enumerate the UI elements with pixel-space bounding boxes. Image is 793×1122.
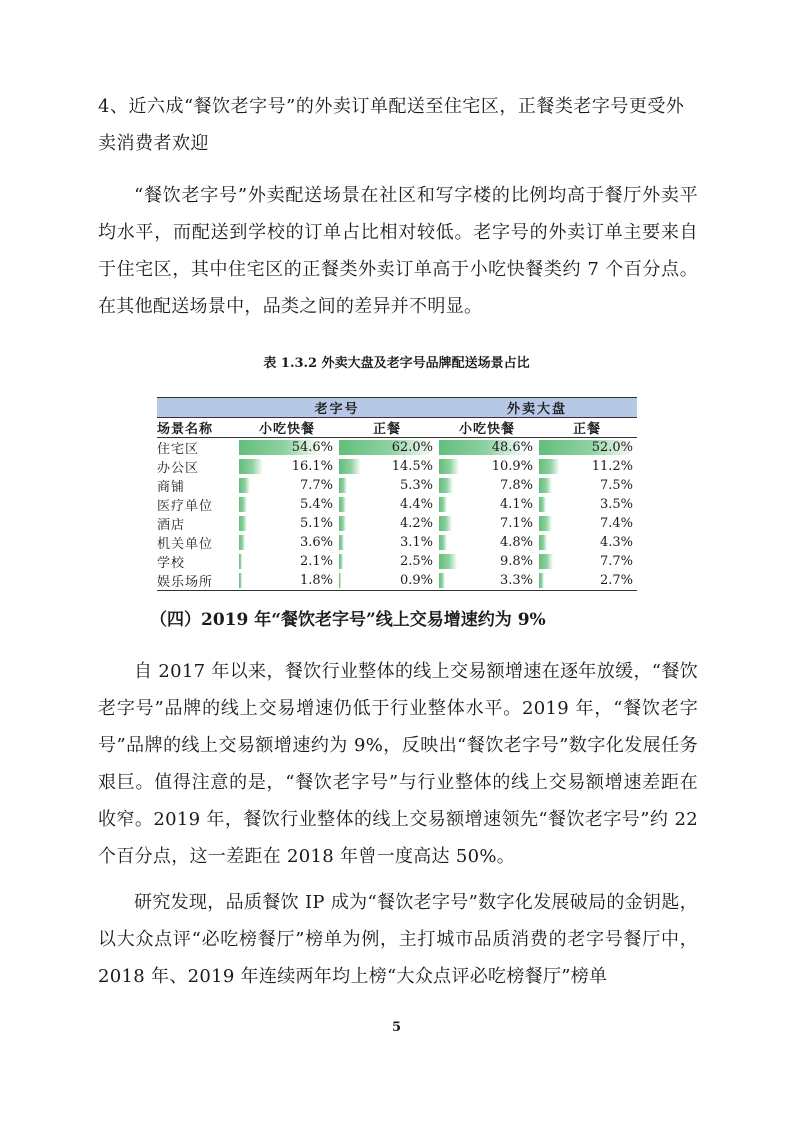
row-value: 3.1% <box>399 535 434 550</box>
group-header-laozihao: 老字号 <box>237 398 437 418</box>
row-value-cell <box>237 476 337 495</box>
row-value-cell <box>237 533 337 552</box>
row-value-cell <box>337 571 437 591</box>
row-scene-name: 娱乐场所 <box>157 571 237 591</box>
data-bar <box>439 535 447 550</box>
row-value: 7.8% <box>499 478 534 493</box>
row-value: 7.5% <box>600 478 634 493</box>
row-value: 5.3% <box>399 478 434 493</box>
row-value-cell <box>537 476 637 495</box>
row-value-cell <box>337 552 437 571</box>
data-bar <box>539 554 553 569</box>
row-value: 4.4% <box>399 497 434 512</box>
paragraph-delivery-scenes <box>98 177 698 325</box>
column-header-meal: 正餐 <box>537 418 637 438</box>
row-value: 7.4% <box>600 516 634 531</box>
data-bar <box>239 516 247 531</box>
row-scene-name: 机关单位 <box>157 537 214 552</box>
column-header-snack: 小吃快餐 <box>237 418 337 438</box>
paragraph-quality-ip <box>98 884 698 995</box>
row-value-cell <box>237 457 337 476</box>
row-value: 3.3% <box>499 573 534 588</box>
row-value-cell <box>537 571 637 591</box>
table-row <box>157 457 637 476</box>
row-value: 0.9% <box>399 573 434 588</box>
row-value-cell <box>337 533 437 552</box>
data-bar <box>439 478 453 493</box>
row-value: 4.8% <box>499 535 534 550</box>
delivery-scene-table <box>157 397 637 591</box>
row-value-cell <box>237 552 337 571</box>
row-value: 62.0% <box>391 440 434 455</box>
table-row <box>157 571 637 591</box>
paragraph-text: 自 2017 年以来，餐饮行业整体的线上交易额增速在逐年放缓，“餐饮老字号”品牌的线上交易增速仍低于行业整体水平。2019 年，“餐饮老字号”品牌的线上交易额增速约为 9%，反映出“餐饮老字号”数字化发展任务艰巨。值得注意的是，“餐饮老字号”与行业整体的线上交易额增速差距在收窄。2019 年，餐饮行业整体的线上交易额增速领先“餐饮老字号”约 22 个百分点，这一差距在 2018 年曾一度高达 50%。 <box>98 661 698 867</box>
data-bar <box>539 497 546 512</box>
data-bar <box>239 573 242 588</box>
data-bar <box>439 554 457 569</box>
column-header-scene: 场景名称 <box>157 418 237 438</box>
table-row <box>157 514 637 533</box>
row-value-cell <box>537 533 637 552</box>
row-value-cell <box>437 438 537 458</box>
row-scene-name: 商铺 <box>157 480 186 495</box>
row-value: 3.5% <box>600 497 634 512</box>
column-header-meal: 正餐 <box>337 418 437 438</box>
column-header-snack: 小吃快餐 <box>437 418 537 438</box>
row-value: 1.8% <box>299 573 333 588</box>
subsection-heading: （四）2019 年“餐饮老字号”线上交易增速约为 9% <box>150 610 546 630</box>
data-bar <box>539 459 560 474</box>
data-bar <box>239 535 245 550</box>
row-value: 11.2% <box>591 459 634 474</box>
row-value: 4.1% <box>499 497 534 512</box>
row-value-cell <box>337 514 437 533</box>
data-bar <box>439 516 452 531</box>
data-bar <box>539 535 547 550</box>
page-number: 5 <box>391 1020 402 1035</box>
row-value-cell <box>437 495 537 514</box>
row-value: 2.7% <box>600 573 634 588</box>
row-scene-name: 办公区 <box>157 461 200 476</box>
row-scene-name: 酒店 <box>157 518 186 533</box>
row-value-cell <box>337 476 437 495</box>
group-header-empty <box>157 398 237 418</box>
row-value: 5.1% <box>299 516 333 531</box>
row-value: 3.6% <box>299 535 333 550</box>
table-row <box>157 495 637 514</box>
row-value: 7.1% <box>499 516 534 531</box>
row-value: 7.7% <box>299 478 333 493</box>
row-value: 2.1% <box>299 554 333 569</box>
row-value: 14.5% <box>391 459 434 474</box>
row-value: 2.5% <box>399 554 434 569</box>
row-value: 54.6% <box>291 440 333 455</box>
row-value-cell <box>537 552 637 571</box>
section-heading: 4、近六成“餐饮老字号”的外卖订单配送至住宅区，正餐类老字号更受外卖消费者欢迎 <box>98 96 685 154</box>
data-bar <box>239 497 247 512</box>
data-bar <box>339 535 344 550</box>
data-bar <box>239 478 250 493</box>
data-bar <box>339 573 341 588</box>
group-header-market: 外卖大盘 <box>437 398 637 418</box>
data-bar <box>339 478 347 493</box>
row-value: 9.8% <box>499 554 534 569</box>
row-value-cell <box>337 438 437 458</box>
row-value-cell <box>237 514 337 533</box>
row-value-cell <box>437 514 537 533</box>
table-row <box>157 438 637 458</box>
row-value: 4.3% <box>600 535 634 550</box>
row-value: 52.0% <box>591 440 634 455</box>
table-row <box>157 552 637 571</box>
row-value-cell <box>337 495 437 514</box>
data-bar <box>539 516 552 531</box>
table-body <box>157 438 637 591</box>
row-value-cell <box>537 457 637 476</box>
row-value-cell <box>437 571 537 591</box>
paragraph-text: “餐饮老字号”外卖配送场景在社区和写字楼的比例均高于餐厅外卖平均水平，而配送到学校的订单占比相对较低。老字号的外卖订单主要来自于住宅区，其中住宅区的正餐类外卖订单高于小吃快餐类约 7 个百分点。在其他配送场景中，品类之间的差异并不明显。 <box>98 185 698 317</box>
row-scene-name: 住宅区 <box>157 442 200 457</box>
data-bar <box>339 497 346 512</box>
row-value: 48.6% <box>491 440 534 455</box>
data-bar <box>339 459 361 474</box>
row-value-cell <box>437 552 537 571</box>
row-value: 4.2% <box>399 516 434 531</box>
row-value-cell <box>437 457 537 476</box>
paragraph-online-growth <box>98 653 698 875</box>
row-value-cell <box>437 476 537 495</box>
table-row <box>157 533 637 552</box>
table-row <box>157 476 637 495</box>
row-value: 16.1% <box>291 459 333 474</box>
table-group-header-row <box>157 398 637 418</box>
data-bar <box>439 497 447 512</box>
row-scene-name: 医疗单位 <box>157 499 214 514</box>
row-scene-name: 学校 <box>157 556 186 571</box>
data-bar <box>439 573 445 588</box>
row-value-cell <box>237 495 337 514</box>
data-bar <box>539 478 552 493</box>
row-value: 5.4% <box>299 497 333 512</box>
row-value-cell <box>237 438 337 458</box>
data-bar <box>439 459 459 474</box>
row-value-cell <box>437 533 537 552</box>
row-value: 10.9% <box>491 459 534 474</box>
row-value-cell <box>337 457 437 476</box>
data-bar <box>339 516 346 531</box>
row-value-cell <box>537 438 637 458</box>
data-bar <box>239 459 263 474</box>
row-value-cell <box>537 495 637 514</box>
data-bar <box>539 573 544 588</box>
row-value-cell <box>537 514 637 533</box>
paragraph-text: 研究发现，品质餐饮 IP 成为“餐饮老字号”数字化发展破局的金钥匙，以大众点评“必吃榜餐厅”榜单为例，主打城市品质消费的老字号餐厅中，2018 年、2019 年连续两年均上榜“大众点评必吃榜餐厅”榜单 <box>98 892 698 987</box>
row-value-cell <box>237 571 337 591</box>
table-caption: 表 1.3.2 外卖大盘及老字号品牌配送场景占比 <box>263 356 530 371</box>
data-bar <box>239 554 242 569</box>
data-bar <box>339 554 343 569</box>
row-value: 7.7% <box>600 554 634 569</box>
table-column-header-row <box>157 418 637 438</box>
